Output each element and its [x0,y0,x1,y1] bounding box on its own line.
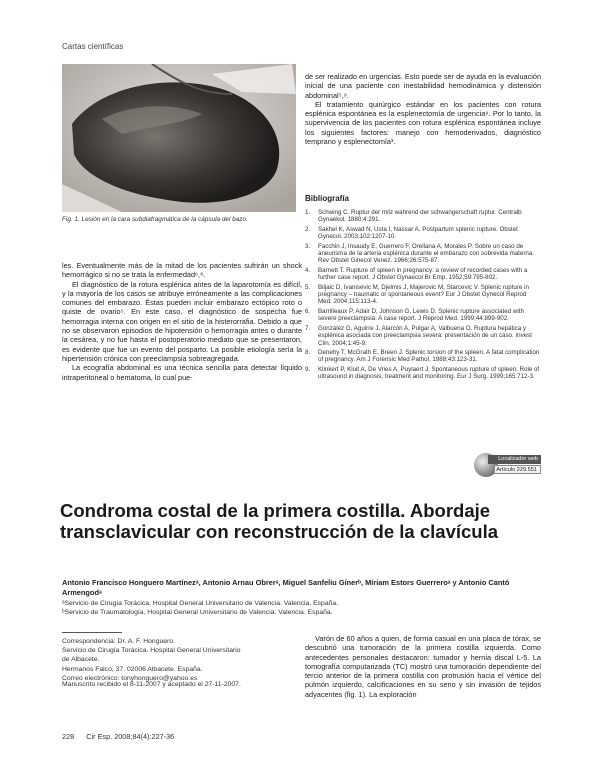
reference-item [305,243,541,265]
reference-item [305,284,541,306]
reference-text: Schwing C. Ruptur der milz wahrend der schwangerschaft ruptur. Centralb Gynaekol. 1880;4:291. [318,209,522,224]
author-list: Antonio Francisco Honguero Martínezᵃ, Antonio Arnau Obrerᵃ, Miguel Sanfeliu Gínerᵇ, Míriam Estors Guerreroᵃ y Antonio Cantó Armengodᵃ [62,578,510,597]
affiliations [62,599,542,617]
spleen-photo-image [62,64,296,212]
article-title: Condroma costal de la primera costilla. Abordaje transclavicular con reconstrucción de la clavícula [60,500,499,542]
correspondence-email[interactable]: Correo electrónico: tonyhonguero@yahoo.es [62,674,198,682]
intro-column [305,634,541,699]
reference-number: 4. [305,266,311,274]
body-paragraph: El diagnóstico de la rotura esplénica antes de la laparotomía es difícil, y la mayoría de los casos se atribuye erróneamente a las complicaciones comunes del embarazo. Éstas pueden incluir embarazo ectópico roto o quiste de ovario⁵. En este caso, el diagnóstico de sospecha fue hemorragia interna con origen en el sitio de la histerorrafia. Debido a que no se observaron episodios de hipotensión o hemorragia antes o durante la cesárea, y no fue hasta el postoperatorio mediato que se presentaron, es evidente que fue un evento del posparto. La posible etiología sería la hipertensión crónica con preeclampsia sobreagregada. [62,279,302,363]
reference-text: González G, Aguirre J, Alarcón A, Pulgar A, Valbuena O. Ruptura hepática y esplénica asociada con preeclampsia severa: presentación de un caso. Invest Clin. 2004;1:45-9. [318,324,532,347]
reference-item [305,325,541,347]
reference-item [305,349,541,364]
reference-text: Biljaic D, Ivanisevic M, Djelmis J, Majerovic M, Starcevic V. Splenic rupture in pregnancy – traumatic or spontaneous event? Eur J Obstet Gynecol Reprod Med. 2004;115:113-4. [318,283,529,306]
affiliation-b: ᵇServicio de Traumatología. Hospital General Universitario de Valencia. Valencia. España. [62,609,333,616]
reference-text: Facchin J, Insaudy E, Guerrero F, Orellana A, Morales P. Sobre un caso de aneurisma de la arteria esplénica durante el embarazo con sobrevida materna. Rev Obstet Ginecol Venez. 1966;26:575-87. [318,242,534,265]
reference-item [305,226,541,241]
reference-number: 6. [305,308,311,316]
page-number: 228 [62,732,75,741]
figure-photo [62,64,296,212]
reference-item [305,366,541,381]
reference-number: 2. [305,225,311,233]
reference-text: Denehy T, McGrath E, Breen J. Splenic torsion of the spleen. A fatal complication of pregnancy. Am J Forensic Med Pathol. 1988;43:123-31. [318,349,540,364]
reference-number: 1. [305,209,311,216]
bibliography-heading: Bibliografía [305,194,350,203]
correspondence-line: Correspondencia: Dr. A. F. Honguero. [62,638,175,645]
divider [62,632,122,633]
reference-text: Klinkert P, Kluit A, De Vries A, Puylaert J. Spontaneous rupture of spleen: Role of ultrasound in diagnosis, treatment and monitoring. Eur J Surg. 1999;165:712-3. [318,366,540,381]
badge-label: Localizador web [488,455,541,464]
reference-item [305,308,541,323]
correspondence-line: de Albacete. [62,656,100,664]
correspondence-block [62,637,292,683]
body-paragraph: les. Eventualmente más de la mitad de los pacientes sufrirán un shock hemorrágico si no se trata la enfermedad⁶,⁸. [62,261,302,280]
right-column [305,72,541,146]
reference-number: 8. [305,349,311,357]
journal-citation: Cir Esp. 2008;84(4):227-36 [86,732,175,741]
reference-list [305,209,541,383]
body-paragraph: La ecografía abdominal es una técnica sencilla para detectar líquido intraperitoneal o hematoma, lo cual pue- [62,363,302,382]
reference-number: 3. [305,242,311,250]
section-label: Cartas científicas [62,42,124,51]
reference-text: Barrilleaux P, Adair D, Johnson G, Lewis D. Splenic rupture associated with severe preeclampsia: A case report. J Reprod Med. 1999;44:899-902. [318,308,524,323]
reference-item [305,209,541,224]
page-footer [62,732,184,741]
correspondence-line: Servicio de Cirugía Torácica. Hospital General Universitario [62,647,241,655]
web-locator-badge[interactable] [474,453,541,477]
left-column [62,261,302,382]
reference-number: 9. [305,366,311,374]
reference-number: 5. [305,283,311,291]
correspondence-line: Hermanos Falcó, 37. 02006 Albacete. España. [62,665,203,673]
body-paragraph: Varón de 60 años a quien, de forma casual en una placa de tórax, se descubrió una tumoración de la primera costilla izquierda. Como antecedentes personales destacaron: tumador y hernia discal L-5. La tomografía computarizada (TC) mostró una tumoración dependiente del tercio anterior de la primera costilla con protrusión hacia el vértice del pulmón izquierdo, calcificaciones en su seno y sin invasión de tejidos adyacentes (fig. 1). La exploración [305,634,541,699]
reference-text: Barnett T. Rupture of spleen in pregnancy: a review of recorded cases with a further case report. J Obstet Gynaecol Br Emp. 1952;59:795-802. [318,266,528,282]
reference-number: 7. [305,324,311,332]
reference-item [305,267,541,282]
badge-code: Artículo 229.551 [494,465,541,474]
figure-caption: Fig. 1. Lesión en la cara subdiafragmática de la cápsula del bazo. [62,216,248,223]
affiliation-a: ᵃServicio de Cirugía Torácica. Hospital General Universitario de Valencia. Valencia. España. [62,600,339,607]
body-paragraph: El tratamiento quirúrgico estándar en los pacientes con rotura esplénica espontánea es la esplenectomía de urgencia⁹. Por lo tanto, la supervivencia de los pacientes con rotura esplénica espontánea incluye los siguientes factores: manejo con hemoderivados, diagnóstico temprano y esplenectomía³. [305,99,541,147]
reference-text: Sakhel K, Aswad N, Usta I, Nassar A. Postpartum splenic rupture. Obstet Gynecol. 2003;102:1207-10. [318,225,518,241]
received-date: Manuscrito recibido el 8-11-2007 y aceptado el 27-11-2007. [62,681,241,688]
body-paragraph: de ser realizado en urgencias. Esto puede ser de ayuda en la evaluación inicial de una paciente con inestabilidad hemodinámica y distensión abdominal⁵,⁹. [305,72,541,100]
